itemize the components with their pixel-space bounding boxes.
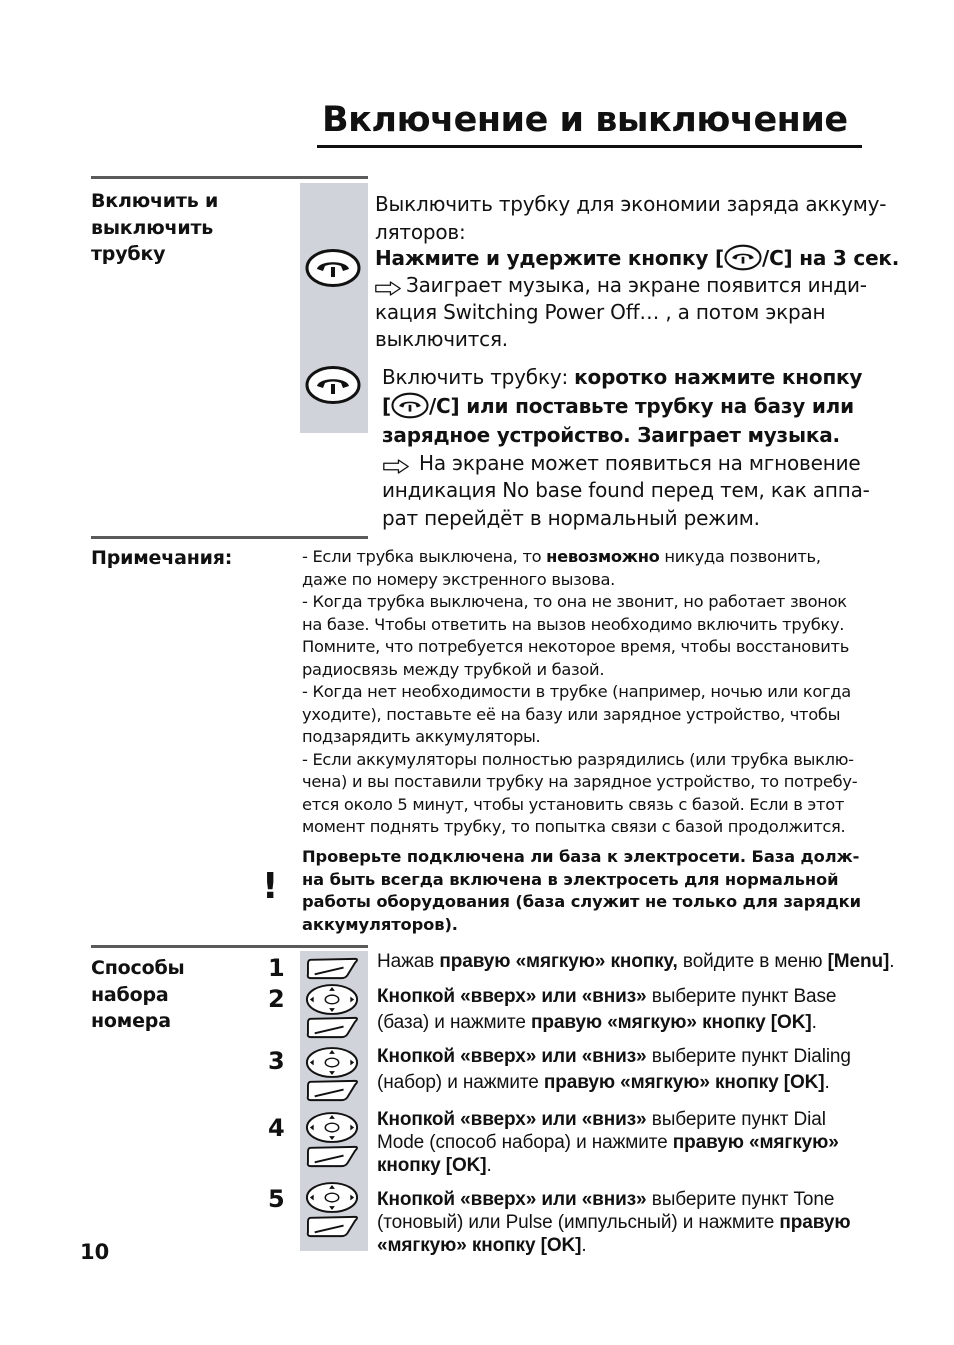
note-line: ется около 5 минут, чтобы установить связь с базой. Если в этот (302, 794, 845, 814)
note-line: - Когда нет необходимости в трубке (например, ночью или когда (302, 682, 851, 701)
warning-text: Проверьте подключена ли база к электросети. База долж- на быть всегда включена в электросеть для нормальной работы оборудования (база служит не только для зарядки аккумуляторов). (302, 847, 861, 935)
step-3-text: Кнопкой «вверх» или «вниз» выберите пункт Dialing (набор) и нажмите правую «мягкую» кнопку [OK]. (377, 1046, 851, 1093)
section-divider-dialing (91, 945, 368, 948)
step-number: 5 (268, 1185, 285, 1213)
end-call-button-icon (305, 248, 361, 288)
end-call-button-icon (391, 392, 429, 419)
section-divider-power (91, 176, 368, 179)
right-softkey-icon (305, 1214, 359, 1239)
right-softkey-icon (305, 1144, 359, 1169)
power-on-action-line: [ /C] или поставьте трубку на базу или (382, 394, 854, 418)
note-line: уходите), поставьте её на базу или зарядное устройство, чтобы (302, 704, 841, 724)
note-line: - Если трубка выключена, то невозможно никуда позвонить, (302, 547, 821, 566)
section-divider-notes (91, 536, 368, 539)
note-line: на базе. Чтобы ответить на вызов необходимо включить трубку. (302, 614, 845, 634)
note-line: момент поднять трубку, то попытка связи с базой продолжится. (302, 817, 846, 836)
navigation-key-icon (305, 1181, 359, 1214)
power-on-result-line: На экране может появиться на мгновение (419, 451, 861, 475)
navigation-key-icon (305, 1046, 359, 1079)
power-off-action: Нажмите и удержите кнопку [ /C] на 3 сек. (375, 246, 900, 270)
result-arrow-icon (383, 459, 409, 474)
note-line: чена) и вы поставили трубку на зарядное устройство, то потребу- (302, 772, 858, 791)
power-off-result-line: Заиграет музыка, на экране появится инди- (406, 273, 867, 297)
power-on-result-line: рат перейдёт в нормальный режим. (382, 506, 760, 530)
section-label-dialing: Способы набора номера (91, 957, 185, 1032)
note-line: даже по номеру экстренного вызова. (302, 569, 616, 589)
step-number: 1 (268, 954, 285, 982)
result-arrow-icon (375, 281, 401, 296)
title-underline (317, 145, 862, 148)
navigation-key-icon (305, 983, 359, 1016)
right-softkey-icon (305, 1015, 359, 1040)
power-off-result-line: кация Switching Power Off… , а потом экран (375, 300, 826, 324)
step-1-text: Нажав правую «мягкую» кнопку, войдите в меню [Menu]. (377, 951, 895, 972)
step-number: 3 (268, 1047, 285, 1075)
step-5-text: Кнопкой «вверх» или «вниз» выберите пункт Tone (тоновый) или Pulse (импульсный) и нажмите правую «мягкую» кнопку [OK]. (377, 1189, 851, 1256)
notes-text (302, 546, 857, 839)
note-line: радиосвязь между трубкой и базой. (302, 659, 605, 679)
power-on-action-line: Включить трубку: коротко нажмите кнопку (382, 365, 863, 389)
right-softkey-icon (305, 1078, 359, 1103)
step-number: 2 (268, 985, 285, 1013)
step-number: 4 (268, 1114, 285, 1142)
right-softkey-icon (305, 956, 359, 981)
power-on-result-line: индикация No base found перед тем, как аппа- (382, 478, 870, 502)
power-off-intro: Выключить трубку для экономии заряда аккуму- ляторов: (375, 192, 887, 244)
step-4-text: Кнопкой «вверх» или «вниз» выберите пункт Dial Mode (способ набора) и нажмите правую «мягкую» кнопку [OK]. (377, 1109, 839, 1176)
note-line: подзарядить аккумуляторы. (302, 727, 541, 746)
section-label-power: Включить и выключить трубку (91, 190, 219, 265)
power-on-action-line: зарядное устройство. Заиграет музыка. (382, 423, 840, 447)
navigation-key-icon (305, 1111, 359, 1144)
end-call-button-icon (724, 244, 762, 271)
note-line: Помните, что потребуется некоторое время, чтобы восстановить (302, 637, 850, 656)
note-line: - Когда трубка выключена, то она не звонит, но работает звонок (302, 592, 847, 611)
note-line: - Если аккумуляторы полностью разрядились (или трубка выклю- (302, 749, 854, 769)
end-call-button-icon (305, 365, 361, 405)
step-2-text: Кнопкой «вверх» или «вниз» выберите пункт Base (база) и нажмите правую «мягкую» кнопку [OK]. (377, 986, 837, 1033)
section-label-notes: Примечания: (91, 547, 233, 569)
warning-icon: ! (262, 866, 279, 907)
page-number: 10 (80, 1240, 110, 1264)
power-off-result-line: выключится. (375, 327, 508, 351)
page-title: Включение и выключение (322, 100, 848, 140)
